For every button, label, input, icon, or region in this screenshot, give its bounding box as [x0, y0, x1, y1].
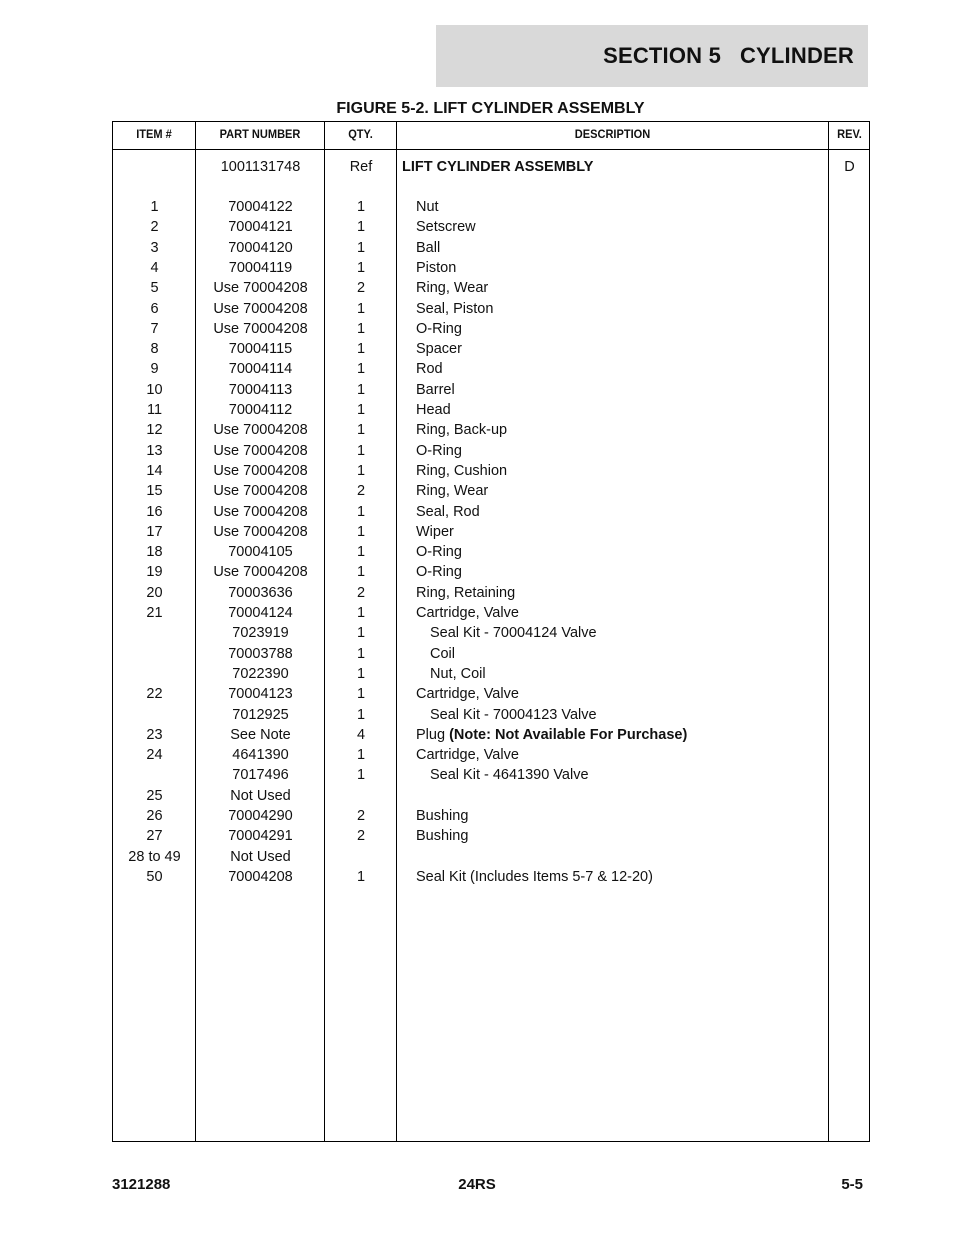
quantity: 2 [356, 280, 366, 297]
description-text: Seal Kit (Includes Items 5-7 & 12-20) [416, 868, 653, 885]
table-row [113, 624, 869, 644]
quantity: 1 [356, 523, 366, 540]
column-header-description: DESCRIPTION [574, 127, 651, 141]
part-number: Use 70004208 [213, 422, 308, 439]
table-row [113, 259, 869, 279]
item-number: 5 [150, 280, 159, 297]
item-number: 13 [146, 442, 163, 459]
part-number: 70004123 [228, 686, 293, 703]
part-number: Not Used [230, 787, 291, 804]
quantity: 2 [356, 808, 366, 824]
item-number: 3 [150, 239, 159, 256]
table-row [113, 726, 869, 746]
description [402, 360, 827, 378]
description [402, 604, 827, 622]
quantity: 2 [356, 584, 366, 601]
quantity: 1 [356, 665, 366, 682]
part-number: 70004121 [228, 219, 293, 236]
quantity: 2 [356, 828, 366, 845]
quantity: 1 [356, 381, 366, 398]
description-text: O-Ring [416, 442, 462, 459]
description-text: Spacer [416, 341, 462, 358]
table-row [113, 462, 869, 482]
description-note: (Note: Not Available For Purchase) [449, 726, 688, 743]
description-text: Bushing [416, 828, 469, 845]
quantity: 1 [356, 219, 366, 236]
description [402, 198, 827, 216]
quantity: 1 [356, 259, 366, 276]
description [402, 158, 827, 176]
description [402, 442, 827, 460]
description [402, 766, 827, 784]
revision: D [844, 159, 855, 175]
item-number: 22 [146, 686, 163, 703]
part-number: Use 70004208 [213, 300, 308, 317]
table-row [113, 645, 869, 665]
item-number: 25 [146, 787, 163, 804]
quantity: 1 [356, 706, 366, 723]
description-text: Nut, Coil [430, 665, 486, 682]
description [402, 320, 827, 338]
item-number: 20 [146, 584, 163, 601]
table-row [113, 239, 869, 259]
description [402, 279, 827, 297]
description-text: O-Ring [416, 564, 462, 581]
description [402, 381, 827, 399]
description-text: Ring, Cushion [416, 462, 508, 479]
description-text: Seal Kit - 70004123 Valve [430, 706, 597, 723]
item-number: 24 [146, 747, 163, 764]
description [402, 645, 827, 663]
quantity: 1 [356, 402, 366, 418]
quantity: 1 [356, 422, 366, 439]
item-number: 18 [146, 544, 163, 561]
quantity: 1 [356, 361, 366, 378]
item-number: 21 [146, 605, 163, 621]
part-number: 70004113 [228, 381, 293, 398]
part-number: 7022390 [232, 665, 289, 682]
description-text: Cartridge, Valve [416, 605, 519, 621]
table-row [113, 848, 869, 868]
table-row [113, 604, 869, 624]
table-row [113, 787, 869, 807]
part-number: Use 70004208 [213, 462, 308, 479]
footer-document-number: 3121288 [112, 1176, 171, 1193]
part-number: 4641390 [232, 747, 289, 764]
part-number: 70004105 [228, 544, 293, 561]
part-number: Use 70004208 [213, 442, 308, 459]
item-number: 17 [146, 523, 163, 540]
description-text: Ring, Wear [416, 483, 489, 500]
quantity: 1 [356, 320, 366, 337]
item-number: 14 [146, 462, 163, 479]
table-row [113, 543, 869, 563]
item-number: 4 [150, 259, 159, 276]
footer-model: 24RS [458, 1176, 496, 1193]
item-number: 19 [146, 564, 163, 581]
description [402, 807, 827, 825]
item-number: 8 [150, 341, 159, 358]
section-header [436, 25, 868, 87]
description-text: Seal, Piston [416, 300, 494, 317]
quantity: 1 [356, 239, 366, 256]
part-number: 7012925 [232, 706, 289, 723]
description [402, 726, 827, 744]
description-text: Coil [430, 645, 455, 662]
part-number: Use 70004208 [213, 503, 308, 520]
description [402, 523, 827, 541]
item-number: 9 [150, 361, 159, 378]
part-number: 70004290 [228, 808, 293, 824]
table-row [113, 442, 869, 462]
table-row [113, 766, 869, 786]
description [402, 543, 827, 561]
quantity: 1 [356, 868, 366, 885]
description-text: Ring, Retaining [416, 584, 516, 601]
description-text: Seal, Rod [416, 503, 480, 520]
quantity: 1 [356, 462, 366, 479]
quantity: 1 [356, 564, 366, 581]
part-number: 7017496 [232, 767, 289, 784]
description [402, 462, 827, 480]
quantity: 1 [356, 300, 366, 317]
part-number: Use 70004208 [213, 320, 308, 337]
description-text: Seal Kit - 4641390 Valve [430, 767, 589, 784]
description [402, 827, 827, 845]
part-number: 7023919 [232, 625, 289, 642]
part-number: 70003636 [228, 584, 293, 601]
part-number: Use 70004208 [213, 523, 308, 540]
description-text: Plug [416, 726, 450, 743]
table-row [113, 320, 869, 340]
table-row [113, 746, 869, 766]
column-header-part-number: PART NUMBER [219, 127, 301, 141]
section-title: SECTION 5 CYLINDER [603, 43, 854, 68]
part-number: Use 70004208 [213, 280, 308, 297]
quantity: 1 [356, 645, 366, 662]
description-text: Ring, Wear [416, 280, 489, 297]
header-divider [113, 149, 869, 150]
quantity: 1 [356, 767, 366, 784]
description-text: Ring, Back-up [416, 422, 508, 439]
part-number: See Note [230, 726, 291, 743]
part-number: 70004120 [228, 239, 293, 256]
item-number: 2 [150, 219, 159, 236]
description [402, 218, 827, 236]
part-number: 1001131748 [220, 159, 301, 175]
description-text: Bushing [416, 808, 469, 824]
item-number: 26 [146, 808, 163, 824]
description [402, 503, 827, 521]
table-row [113, 807, 869, 827]
description-text: Ball [416, 239, 441, 256]
description [402, 685, 827, 703]
table-row [113, 401, 869, 421]
figure-title: FIGURE 5-2. LIFT CYLINDER ASSEMBLY [336, 100, 645, 117]
description [402, 868, 827, 886]
quantity: 1 [356, 503, 366, 520]
table-row [113, 503, 869, 523]
description [402, 340, 827, 358]
description [402, 421, 827, 439]
description-text: Piston [416, 259, 457, 276]
quantity: 1 [356, 199, 366, 215]
table-row [113, 340, 869, 360]
description-text: Nut [416, 199, 439, 215]
part-number: Not Used [230, 848, 291, 865]
table-row [113, 300, 869, 320]
column-header-item: ITEM # [136, 127, 172, 141]
part-number: 70004112 [228, 402, 293, 418]
item-number: 15 [146, 483, 163, 500]
quantity: 1 [356, 747, 366, 764]
item-number: 10 [146, 381, 163, 398]
table-row [113, 218, 869, 238]
item-number: 7 [150, 320, 159, 337]
description-text: Wiper [416, 523, 454, 540]
description [402, 401, 827, 419]
description [402, 239, 827, 257]
description [402, 482, 827, 500]
part-number: 70004114 [228, 361, 293, 378]
table-row [113, 706, 869, 726]
quantity: 1 [356, 442, 366, 459]
part-number: 70004124 [228, 605, 293, 621]
table-row [113, 381, 869, 401]
quantity: 1 [356, 544, 366, 561]
quantity: 1 [356, 686, 366, 703]
table-row [113, 827, 869, 847]
description-text: Cartridge, Valve [416, 747, 519, 764]
quantity: 1 [356, 625, 366, 642]
column-header-rev: REV. [837, 127, 862, 141]
part-number: 70003788 [228, 645, 293, 662]
part-number: Use 70004208 [213, 483, 308, 500]
parts-table [112, 121, 870, 1142]
description [402, 563, 827, 581]
item-number: 1 [150, 199, 159, 215]
description-text: Cartridge, Valve [416, 686, 519, 703]
item-number: 28 to 49 [128, 848, 181, 865]
description-text: O-Ring [416, 544, 462, 561]
table-row [113, 584, 869, 604]
part-number: 70004208 [228, 868, 293, 885]
part-number: Use 70004208 [213, 564, 308, 581]
table-row [113, 563, 869, 583]
quantity: Ref [349, 159, 373, 175]
table-row [113, 421, 869, 441]
quantity: 1 [356, 341, 366, 358]
description-text: O-Ring [416, 320, 462, 337]
part-number: 70004115 [228, 341, 293, 358]
item-number: 23 [146, 726, 163, 743]
table-row [113, 360, 869, 380]
table-row [113, 482, 869, 502]
quantity: 4 [356, 726, 366, 743]
table-row [113, 685, 869, 705]
item-number: 16 [146, 503, 163, 520]
description [402, 746, 827, 764]
description-text: Seal Kit - 70004124 Valve [430, 625, 597, 642]
item-number: 11 [146, 402, 163, 418]
table-row [113, 523, 869, 543]
table-row [113, 279, 869, 299]
description [402, 665, 827, 683]
item-number: 6 [150, 300, 159, 317]
description [402, 259, 827, 277]
item-number: 12 [146, 422, 163, 439]
description-text: Barrel [416, 381, 455, 398]
description-text: Head [416, 402, 451, 418]
quantity: 1 [356, 605, 366, 621]
description-text: Rod [416, 361, 443, 378]
item-number: 27 [146, 828, 163, 845]
description [402, 584, 827, 602]
description [402, 624, 827, 642]
table-row [113, 158, 869, 178]
item-number: 50 [146, 868, 163, 885]
footer-page-number: 5-5 [841, 1176, 863, 1193]
part-number: 70004122 [228, 199, 293, 215]
part-number: 70004291 [228, 828, 293, 845]
part-number: 70004119 [228, 259, 293, 276]
quantity: 2 [356, 483, 366, 500]
column-header-qty: QTY. [348, 127, 373, 141]
description-text: Setscrew [416, 219, 476, 236]
table-row [113, 198, 869, 218]
description-text: LIFT CYLINDER ASSEMBLY [402, 159, 594, 175]
table-row [113, 665, 869, 685]
table-row [113, 868, 869, 888]
description [402, 706, 827, 724]
description [402, 300, 827, 318]
